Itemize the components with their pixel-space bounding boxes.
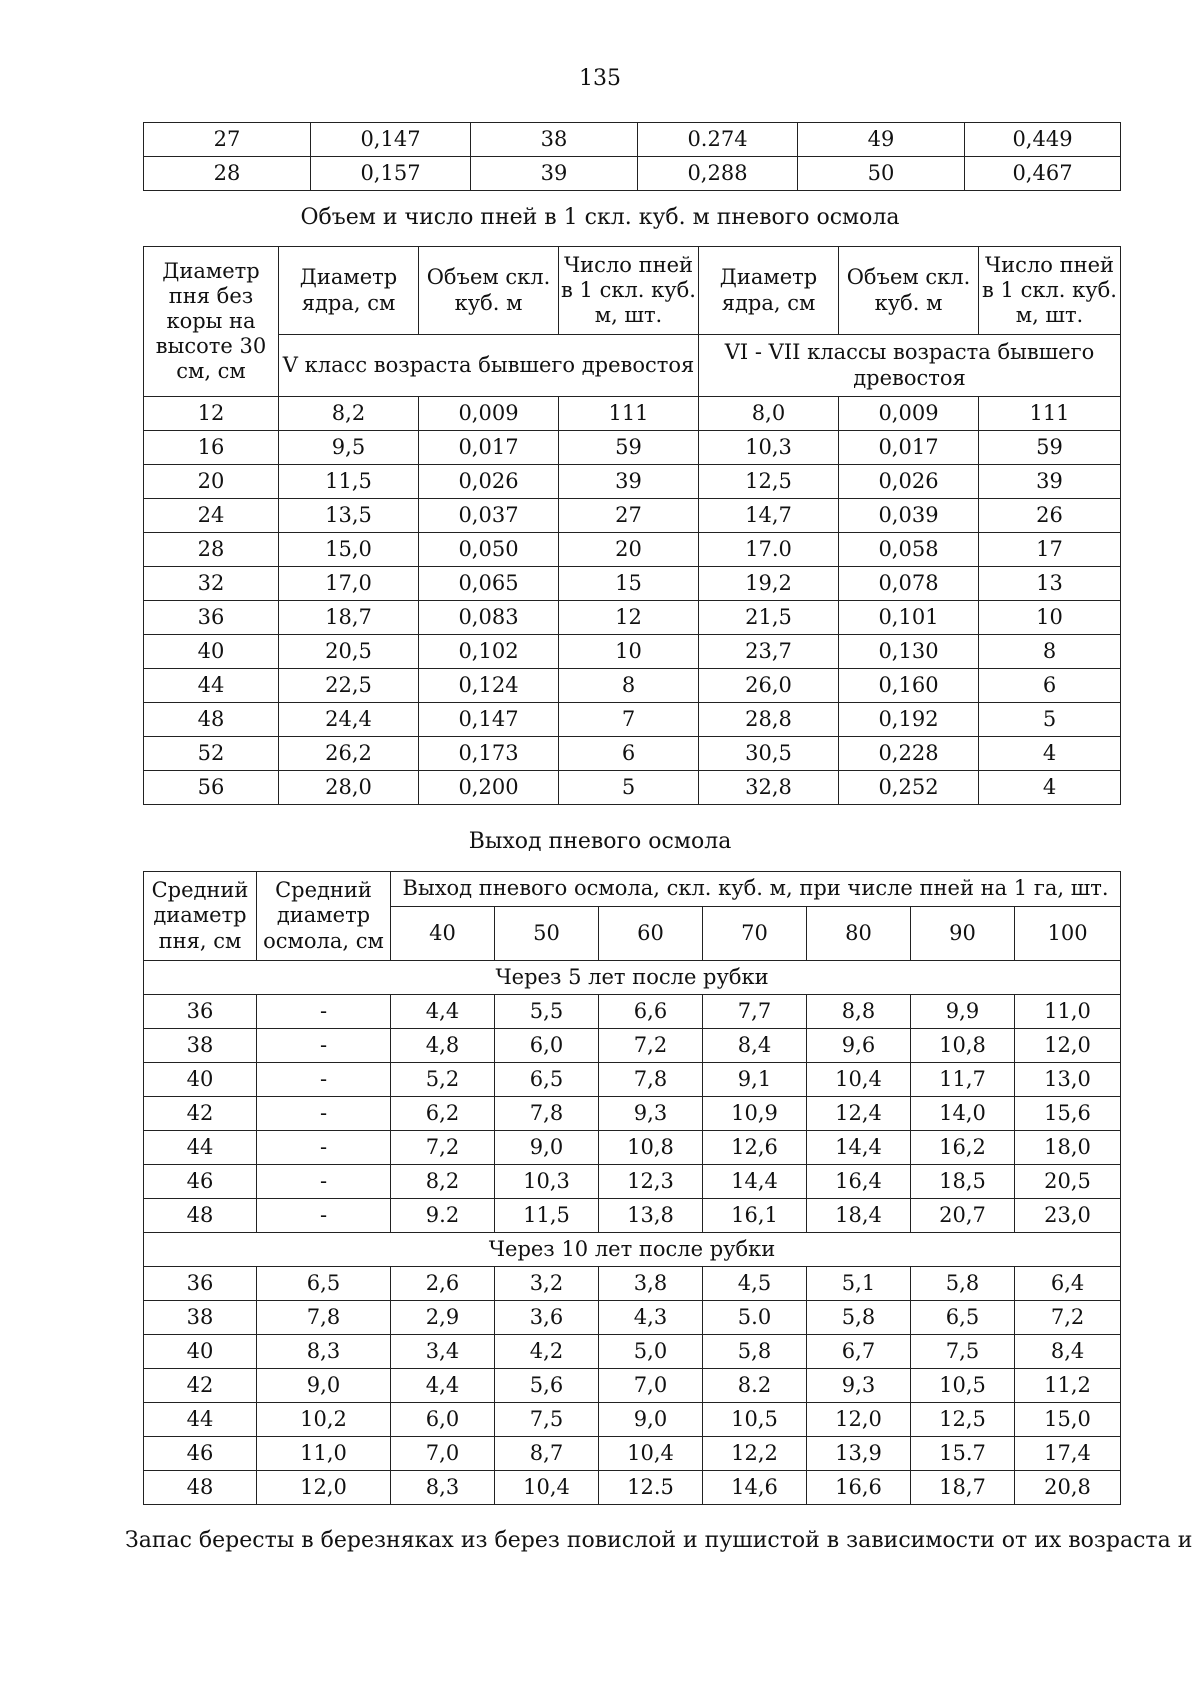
table-cell: 7,5 (495, 1403, 599, 1437)
table-cell: 16,4 (807, 1165, 911, 1199)
table-cell: 50 (798, 157, 965, 191)
table-cell: 59 (559, 431, 699, 465)
table-cell: 12.5 (599, 1471, 703, 1505)
table-cell: 18,7 (279, 601, 419, 635)
table-cell: 11,5 (279, 465, 419, 499)
table-row (144, 1199, 1121, 1233)
table-cell: 111 (559, 397, 699, 431)
table-cell: 0,147 (311, 123, 471, 157)
table-cell: 44 (144, 669, 279, 703)
table-cell: 7,0 (391, 1437, 495, 1471)
table-row (144, 157, 1121, 191)
table-cell: 6,5 (911, 1301, 1015, 1335)
table-cell: 49 (798, 123, 965, 157)
section-row (144, 1233, 1121, 1267)
table-cell: 10 (559, 635, 699, 669)
table-cell: 52 (144, 737, 279, 771)
table-cell: 13,9 (807, 1437, 911, 1471)
table-row (144, 499, 1121, 533)
table-row (144, 1131, 1121, 1165)
table-row (144, 1063, 1121, 1097)
header-stump-count: 100 (1015, 907, 1121, 961)
table-cell: 13,8 (599, 1199, 703, 1233)
header-volume-v: Объем скл. куб. м (419, 247, 559, 335)
table-cell: 12,5 (699, 465, 839, 499)
table-cell: 7,7 (703, 995, 807, 1029)
table-cell: 11,2 (1015, 1369, 1121, 1403)
table-cell: 6,4 (1015, 1267, 1121, 1301)
header-core-diameter-v: Диаметр ядра, см (279, 247, 419, 335)
table-row (144, 995, 1121, 1029)
table-cell: 8,3 (391, 1471, 495, 1505)
table-cell: 9,0 (257, 1369, 391, 1403)
table-cell: 0,147 (419, 703, 559, 737)
table-cell: 7,2 (599, 1029, 703, 1063)
table-cell: 26 (979, 499, 1121, 533)
table-cell: 24,4 (279, 703, 419, 737)
table-cell: 5,8 (807, 1301, 911, 1335)
table-cell: 7,8 (495, 1097, 599, 1131)
table-cell: 4,3 (599, 1301, 703, 1335)
table-cell: 11,7 (911, 1063, 1015, 1097)
table-cell: 48 (144, 1471, 257, 1505)
table-cell: 27 (144, 123, 311, 157)
header-output: Выход пневого осмола, скл. куб. м, при числе пней на 1 га, шт. (391, 872, 1121, 907)
table-cell: 8,4 (1015, 1335, 1121, 1369)
table-cell: 38 (471, 123, 638, 157)
header-stump-count: 60 (599, 907, 703, 961)
table-cell: 3,4 (391, 1335, 495, 1369)
table-cell: 23,0 (1015, 1199, 1121, 1233)
header-avg-stump: Средний диаметр пня, см (144, 872, 257, 961)
table-cell: 12,3 (599, 1165, 703, 1199)
table-cell: 0,192 (839, 703, 979, 737)
table-cell: 15,0 (1015, 1403, 1121, 1437)
table-cell: 0,252 (839, 771, 979, 805)
header-count-v: Число пней в 1 скл. куб. м, шт. (559, 247, 699, 335)
table-row (144, 635, 1121, 669)
table-cell: 9,0 (599, 1403, 703, 1437)
table-cell: 5,2 (391, 1063, 495, 1097)
table-cell: 10,5 (911, 1369, 1015, 1403)
table-cell: - (257, 1131, 391, 1165)
table-cell: 2,9 (391, 1301, 495, 1335)
table-cell: 12,2 (703, 1437, 807, 1471)
table-cell: 0,037 (419, 499, 559, 533)
table-cell: - (257, 1029, 391, 1063)
table-cell: 4,5 (703, 1267, 807, 1301)
table-cell: 8 (979, 635, 1121, 669)
table-cell: - (257, 1063, 391, 1097)
table-cell: 5,0 (599, 1335, 703, 1369)
table-cell: 8,7 (495, 1437, 599, 1471)
table-cell: 0,288 (638, 157, 798, 191)
table-cell: 6,5 (257, 1267, 391, 1301)
table-cell: 6 (979, 669, 1121, 703)
table-row (144, 601, 1121, 635)
table-cell: 0,173 (419, 737, 559, 771)
table-cell: 56 (144, 771, 279, 805)
table-cell: 10,8 (599, 1131, 703, 1165)
table-cell: 13,5 (279, 499, 419, 533)
table-cell: 28,0 (279, 771, 419, 805)
table-cell: 20,8 (1015, 1471, 1121, 1505)
table-row (144, 123, 1121, 157)
table-cell: 20 (144, 465, 279, 499)
table-cell: 12,5 (911, 1403, 1015, 1437)
header-stump-count: 80 (807, 907, 911, 961)
table-cell: 10,5 (703, 1403, 807, 1437)
table-row (144, 1301, 1121, 1335)
table-cell: 3,8 (599, 1267, 703, 1301)
table-cell: 16 (144, 431, 279, 465)
table-row (144, 1165, 1121, 1199)
table-cell: 27 (559, 499, 699, 533)
table-cell: 7,8 (599, 1063, 703, 1097)
table-cell: 32,8 (699, 771, 839, 805)
table-cell: 15.7 (911, 1437, 1015, 1471)
table-cell: 0,009 (419, 397, 559, 431)
table-cell: 8,8 (807, 995, 911, 1029)
table-cell: 5,8 (911, 1267, 1015, 1301)
table-cell: 10 (979, 601, 1121, 635)
table-cell: - (257, 1097, 391, 1131)
table-cell: 42 (144, 1369, 257, 1403)
table-cell: 10,3 (699, 431, 839, 465)
table-cell: 12,0 (807, 1403, 911, 1437)
table-cell: 18,7 (911, 1471, 1015, 1505)
table-cell: 0,102 (419, 635, 559, 669)
table-cell: 4,8 (391, 1029, 495, 1063)
table-cell: 9,5 (279, 431, 419, 465)
table-cell: 40 (144, 635, 279, 669)
table-cell: 0,058 (839, 533, 979, 567)
header-class-vi-vii: VI - VII классы возраста бывшего древостоя (699, 335, 1121, 397)
table-cell: 6,0 (391, 1403, 495, 1437)
table-cell: 0,039 (839, 499, 979, 533)
table-cell: 36 (144, 1267, 257, 1301)
table-cell: 32 (144, 567, 279, 601)
table-row (144, 1471, 1121, 1505)
table-cell: 20,7 (911, 1199, 1015, 1233)
table-row (144, 737, 1121, 771)
table-cell: 28,8 (699, 703, 839, 737)
table-cell: 16,6 (807, 1471, 911, 1505)
table-cell: 11,0 (1015, 995, 1121, 1029)
table-cell: 0,130 (839, 635, 979, 669)
table-cell: 38 (144, 1301, 257, 1335)
table-cell: 12,0 (1015, 1029, 1121, 1063)
table-cell: 0,026 (419, 465, 559, 499)
table-cell: 16,2 (911, 1131, 1015, 1165)
table-cell: 0,083 (419, 601, 559, 635)
table-cell: 0,467 (965, 157, 1121, 191)
table-cell: 24 (144, 499, 279, 533)
table-row (144, 1437, 1121, 1471)
table-cell: 17,0 (279, 567, 419, 601)
table-cell: 0,160 (839, 669, 979, 703)
table-cell: 12,0 (257, 1471, 391, 1505)
table-cell: 7,0 (599, 1369, 703, 1403)
table-cell: 0,017 (419, 431, 559, 465)
table-cell: 28 (144, 533, 279, 567)
table-cell: 17 (979, 533, 1121, 567)
table-cell: 9,6 (807, 1029, 911, 1063)
table-cell: 8,2 (279, 397, 419, 431)
resin-table-caption: Выход пневого осмола (468, 829, 732, 854)
table-cell: 39 (979, 465, 1121, 499)
table-cell: 40 (144, 1335, 257, 1369)
table-cell: 10,9 (703, 1097, 807, 1131)
table-cell: - (257, 1199, 391, 1233)
table-cell: 5,8 (703, 1335, 807, 1369)
table-cell: 14,4 (703, 1165, 807, 1199)
bottom-text: Запас бересты в березняках из берез повислой и пушистой в зависимости от их возраста и (125, 1528, 1193, 1553)
table-cell: 0,124 (419, 669, 559, 703)
header-stump-count: 70 (703, 907, 807, 961)
table-cell: 46 (144, 1437, 257, 1471)
table-cell: 6,2 (391, 1097, 495, 1131)
table-cell: 15 (559, 567, 699, 601)
table-cell: 18,5 (911, 1165, 1015, 1199)
table-cell: 8 (559, 669, 699, 703)
table-cell: 0,078 (839, 567, 979, 601)
table-cell: 28 (144, 157, 311, 191)
table-cell: 19,2 (699, 567, 839, 601)
table-cell: 20,5 (279, 635, 419, 669)
table-cell: 12,6 (703, 1131, 807, 1165)
table-cell: 39 (471, 157, 638, 191)
table-cell: 10,2 (257, 1403, 391, 1437)
table-cell: 39 (559, 465, 699, 499)
table-cell: 18,0 (1015, 1131, 1121, 1165)
table-row (144, 465, 1121, 499)
table-cell: 10,4 (599, 1437, 703, 1471)
table-cell: 2,6 (391, 1267, 495, 1301)
table-cell: 20,5 (1015, 1165, 1121, 1199)
table-cell: 9,3 (807, 1369, 911, 1403)
table-cell: 9,0 (495, 1131, 599, 1165)
table-cell: 21,5 (699, 601, 839, 635)
table-cell: 0,065 (419, 567, 559, 601)
table-cell: 36 (144, 601, 279, 635)
header-class-v: V класс возраста бывшего древостоя (279, 335, 699, 397)
table-row (144, 1097, 1121, 1131)
table-row (144, 1403, 1121, 1437)
table-cell: 12 (559, 601, 699, 635)
table-cell: 12 (144, 397, 279, 431)
table-cell: 6,7 (807, 1335, 911, 1369)
header-avg-resin: Средний диаметр осмола, см (257, 872, 391, 961)
table-cell: 9,3 (599, 1097, 703, 1131)
table-cell: 10,8 (911, 1029, 1015, 1063)
table-cell: 8,2 (391, 1165, 495, 1199)
table-cell: 38 (144, 1029, 257, 1063)
table-cell: 44 (144, 1403, 257, 1437)
table-row (144, 703, 1121, 737)
table-cell: 22,5 (279, 669, 419, 703)
table-cell: 26,0 (699, 669, 839, 703)
table-row (144, 1029, 1121, 1063)
table-cell: 0,017 (839, 431, 979, 465)
table-cell: 10,4 (495, 1471, 599, 1505)
table-cell: 111 (979, 397, 1121, 431)
section-title: Через 5 лет после рубки (144, 961, 1121, 995)
table-cell: 17,4 (1015, 1437, 1121, 1471)
table-cell: 0,101 (839, 601, 979, 635)
table-cell: 8.2 (703, 1369, 807, 1403)
table-cell: 30,5 (699, 737, 839, 771)
table-cell: 0,050 (419, 533, 559, 567)
table-cell: 5,1 (807, 1267, 911, 1301)
table-cell: 6,0 (495, 1029, 599, 1063)
table-cell: 7,2 (1015, 1301, 1121, 1335)
table-cell: 14,7 (699, 499, 839, 533)
page-number: 135 (579, 66, 621, 91)
table-cell: 6,6 (599, 995, 703, 1029)
table-cell: 9,9 (911, 995, 1015, 1029)
table-cell: 11,5 (495, 1199, 599, 1233)
table-cell: 4 (979, 737, 1121, 771)
table-cell: 14,4 (807, 1131, 911, 1165)
table-cell: 4 (979, 771, 1121, 805)
header-count-vi: Число пней в 1 скл. куб. м, шт. (979, 247, 1121, 335)
table-cell: 5 (979, 703, 1121, 737)
table-cell: 7,5 (911, 1335, 1015, 1369)
table-cell: 11,0 (257, 1437, 391, 1471)
header-volume-vi: Объем скл. куб. м (839, 247, 979, 335)
section-row (144, 961, 1121, 995)
table-cell: 6,5 (495, 1063, 599, 1097)
table-cell: 13,0 (1015, 1063, 1121, 1097)
table-cell: - (257, 1165, 391, 1199)
table-cell: 7 (559, 703, 699, 737)
table-cell: 0,200 (419, 771, 559, 805)
table-cell: - (257, 995, 391, 1029)
table-cell: 5.0 (703, 1301, 807, 1335)
table-cell: 5,6 (495, 1369, 599, 1403)
table-cell: 42 (144, 1097, 257, 1131)
table-cell: 6 (559, 737, 699, 771)
table-row (144, 397, 1121, 431)
header-stump-count: 90 (911, 907, 1015, 961)
header-stump-count: 40 (391, 907, 495, 961)
table-cell: 10,4 (807, 1063, 911, 1097)
table-cell: 9.2 (391, 1199, 495, 1233)
table-cell: 14,0 (911, 1097, 1015, 1131)
table-cell: 48 (144, 703, 279, 737)
table-cell: 9,1 (703, 1063, 807, 1097)
table-cell: 59 (979, 431, 1121, 465)
table-row (144, 669, 1121, 703)
table-cell: 7,2 (391, 1131, 495, 1165)
table-cell: 15,6 (1015, 1097, 1121, 1131)
table-row (144, 431, 1121, 465)
table-cell: 0.274 (638, 123, 798, 157)
volume-continuation-table (143, 122, 1121, 191)
table-cell: 8,4 (703, 1029, 807, 1063)
table-cell: 7,8 (257, 1301, 391, 1335)
table-row (144, 1267, 1121, 1301)
table-cell: 20 (559, 533, 699, 567)
resin-output-table (143, 871, 1121, 1505)
table-cell: 23,7 (699, 635, 839, 669)
table-cell: 4,2 (495, 1335, 599, 1369)
header-core-diameter-vi: Диаметр ядра, см (699, 247, 839, 335)
table-cell: 0,449 (965, 123, 1121, 157)
table-cell: 44 (144, 1131, 257, 1165)
table-cell: 8,0 (699, 397, 839, 431)
table-cell: 0,009 (839, 397, 979, 431)
header-stump-diameter: Диаметр пня без коры на высоте 30 см, см (144, 247, 279, 397)
table-cell: 0,026 (839, 465, 979, 499)
table-cell: 0,228 (839, 737, 979, 771)
table-cell: 15,0 (279, 533, 419, 567)
stump-volume-table (143, 246, 1121, 805)
table-cell: 4,4 (391, 995, 495, 1029)
table-cell: 12,4 (807, 1097, 911, 1131)
table-cell: 46 (144, 1165, 257, 1199)
table-cell: 5 (559, 771, 699, 805)
stump-table-caption: Объем и число пней в 1 скл. куб. м пневого осмола (300, 205, 900, 230)
header-stump-count: 50 (495, 907, 599, 961)
table-cell: 26,2 (279, 737, 419, 771)
table-cell: 3,6 (495, 1301, 599, 1335)
table-row (144, 771, 1121, 805)
table-cell: 5,5 (495, 995, 599, 1029)
table-cell: 17.0 (699, 533, 839, 567)
table-row (144, 1369, 1121, 1403)
section-title: Через 10 лет после рубки (144, 1233, 1121, 1267)
table-row (144, 567, 1121, 601)
table-cell: 16,1 (703, 1199, 807, 1233)
table-row (144, 533, 1121, 567)
table-cell: 8,3 (257, 1335, 391, 1369)
table-cell: 13 (979, 567, 1121, 601)
table-cell: 4,4 (391, 1369, 495, 1403)
table-cell: 48 (144, 1199, 257, 1233)
table-cell: 36 (144, 995, 257, 1029)
table-cell: 0,157 (311, 157, 471, 191)
table-row (144, 1335, 1121, 1369)
table-cell: 18,4 (807, 1199, 911, 1233)
table-cell: 10,3 (495, 1165, 599, 1199)
table-cell: 3,2 (495, 1267, 599, 1301)
table-cell: 40 (144, 1063, 257, 1097)
table-cell: 14,6 (703, 1471, 807, 1505)
